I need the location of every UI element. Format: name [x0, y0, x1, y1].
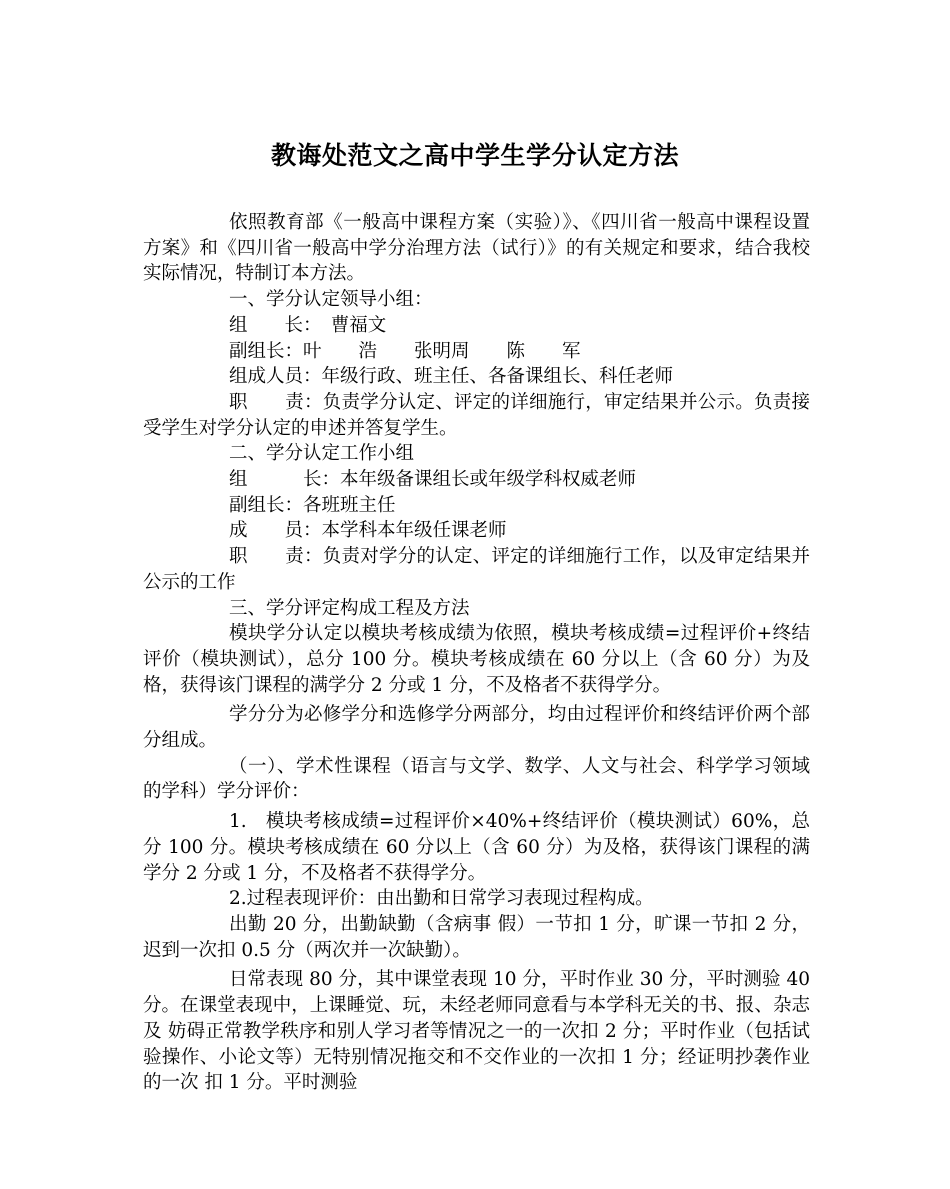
section-heading-1: 一、学分认定领导小组： — [229, 289, 433, 311]
paragraph-item-1: 1. 模块考核成绩=过程评价×40%+终结评价（模块测试）60%，总分 100 分。模块考核成绩在 60 分以上（含 60 分）为及格，获得该门课程的满学分 2 分或 1 分，不及格者不获得学分。 — [143, 811, 810, 884]
paragraph-attendance: 出勤 20 分，出勤缺勤（含病事 假）一节扣 1 分，旷课一节扣 2 分，迟到一次扣 0.5 分（两次并一次缺勤）。 — [143, 913, 810, 961]
section-heading-2: 二、学分认定工作小组 — [229, 443, 415, 465]
members-line-2: 成 员：本学科本年级任课老师 — [229, 520, 507, 542]
members-line: 组成人员：年级行政、班主任、各备课组长、科任老师 — [229, 366, 674, 388]
document-title: 教诲处范文之高中学生学分认定方法 — [270, 141, 679, 170]
section-heading-3: 三、学分评定构成工程及方法 — [229, 597, 470, 619]
paragraph-module-credit: 模块学分认定以模块考核成绩为依照，模块考核成绩=过程评价+终结评价（模块测试），总分 100 分。模块考核成绩在 60 分以上（含 60 分）为及格，获得该门课程的满学分 2 分或 1 分，不及格者不获得学分。 — [143, 623, 810, 696]
deputy-leader-line: 副组长：叶 浩 张明周 陈 军 — [229, 340, 581, 362]
paragraph-daily-performance: 日常表现 80 分，其中课堂表现 10 分，平时作业 30 分，平时测验 40 分。在课堂表现中，上课睡觉、玩，未经老师同意看与本学科无关的书、报、杂志及 妨碍正常教学秩序和别人学习者等情况之一的一次扣 2 分；平时作业（包括试验操作、小论文等）无特别情况拖交和不交作业的一次扣 1 分；经证明抄袭作业的一次 扣 1 分。平时测验 — [143, 969, 810, 1094]
duties-paragraph-1: 职 责：负责学分认定、评定的详细施行，审定结果并公示。负责接受学生对学分认定的申述并答复学生。 — [143, 391, 810, 439]
paragraph-academic-courses: （一）、学术性课程（语言与文学、数学、人文与社会、科学学习领域的学科）学分评价： — [143, 755, 810, 803]
leader-line: 组 长： 曹福文 — [229, 314, 387, 336]
paragraph-item-2: 2.过程表现评价：由出勤和日常学习表现过程构成。 — [229, 888, 654, 910]
paragraph-credit-types: 学分分为必修学分和选修学分两部分，均由过程评价和终结评价两个部分组成。 — [143, 704, 810, 752]
leader-line-2: 组 长：本年级备课组长或年级学科权威老师 — [229, 469, 637, 491]
duties-paragraph-2: 职 责：负责对学分的认定、评定的详细施行工作，以及审定结果并公示的工作 — [143, 546, 810, 593]
document-body — [143, 210, 810, 1096]
paragraph-intro: 依照教育部《一般高中课程方案（实验）》、《四川省一般高中课程设置方案》和《四川省一般高中学分治理方法（试行）》的有关规定和要求，结合我校实际情况，特制订本方法。 — [143, 212, 810, 285]
deputy-leader-line-2: 副组长：各班班主任 — [229, 494, 396, 516]
